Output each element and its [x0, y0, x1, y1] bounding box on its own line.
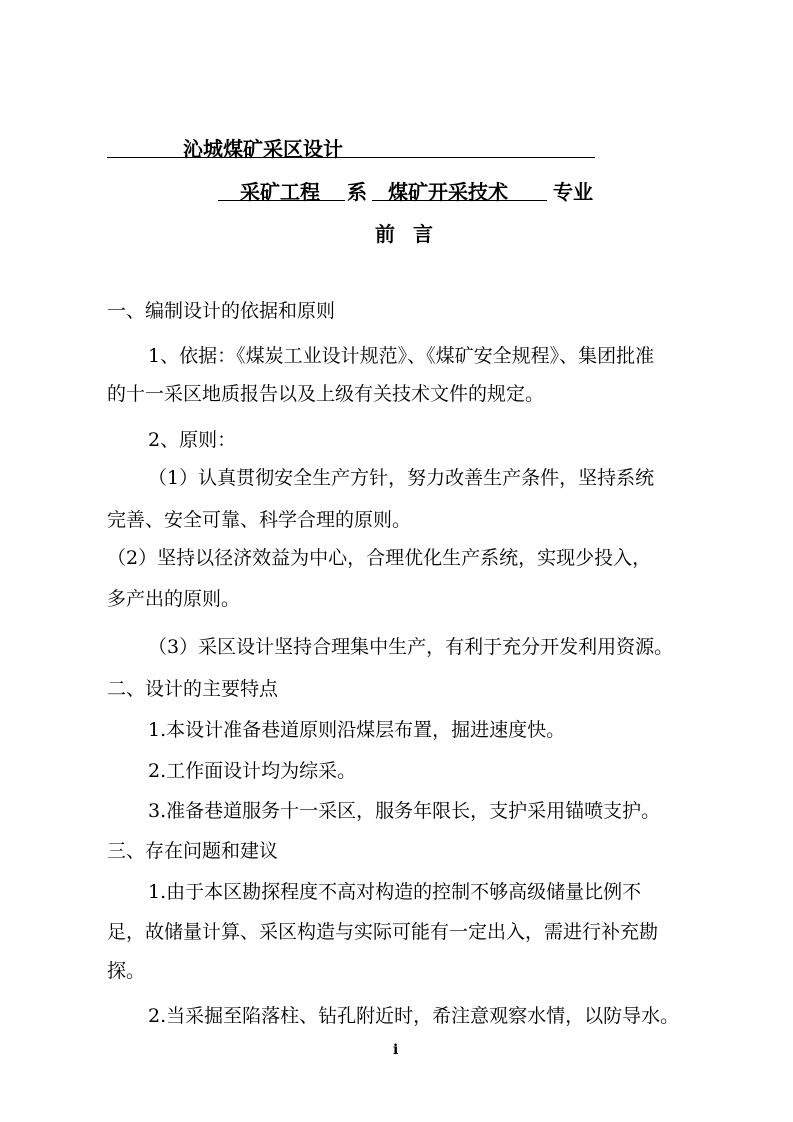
major-name: 煤矿开采技术: [388, 180, 508, 204]
preface-heading: 前言: [375, 222, 451, 246]
major-underline: [372, 200, 547, 201]
section-heading: 三、存在问题和建议: [107, 840, 279, 862]
page-number: i: [393, 1042, 399, 1058]
paragraph-line: 多产出的原则。: [107, 588, 241, 610]
paragraph-line: 1.本设计准备巷道原则沿煤层布置，掘进速度快。: [148, 719, 566, 741]
paragraph-line: 探。: [107, 960, 146, 982]
document-title: 沁城煤矿采区设计: [183, 137, 343, 161]
paragraph-line: （1）认真贯彻安全生产方针，努力改善生产条件，坚持系统: [148, 467, 655, 489]
paragraph-line: 3.准备巷道服务十一采区，服务年限长，支护采用锚喷支护。: [148, 800, 661, 822]
title-underline: [107, 157, 595, 158]
department-name: 采矿工程: [240, 180, 320, 204]
paragraph-line: 2.工作面设计均为综采。: [148, 760, 357, 782]
section-heading: 一、编制设计的依据和原则: [107, 300, 336, 322]
paragraph-line: （3）采区设计坚持合理集中生产，有利于充分开发利用资源。: [148, 636, 674, 658]
paragraph-line: 完善、安全可靠、科学合理的原则。: [107, 509, 412, 531]
department-underline: [218, 200, 345, 201]
paragraph-line: （2）坚持以径济效益为中心，合理优化生产系统，实现少投入，: [107, 547, 652, 569]
paragraph-line: 足，故储量计算、采区构造与实际可能有一定出入，需进行补充勘: [107, 921, 659, 943]
paragraph-line: 2.当采掘至陷落柱、钻孔附近时，希注意观察水情，以防导水。: [148, 1005, 680, 1027]
paragraph-line: 2、原则：: [148, 429, 237, 451]
paragraph-line: 1、依据：《煤炭工业设计规范》、《煤矿安全规程》、集团批准: [148, 345, 655, 367]
department-suffix: 系: [347, 180, 367, 204]
section-heading: 二、设计的主要特点: [107, 678, 279, 700]
paragraph-line: 1.由于本区勘探程度不高对构造的控制不够高级储量比例不: [148, 881, 642, 903]
paragraph-line: 的十一采区地质报告以及上级有关技术文件的规定。: [107, 383, 545, 405]
major-suffix: 专业: [553, 180, 593, 204]
